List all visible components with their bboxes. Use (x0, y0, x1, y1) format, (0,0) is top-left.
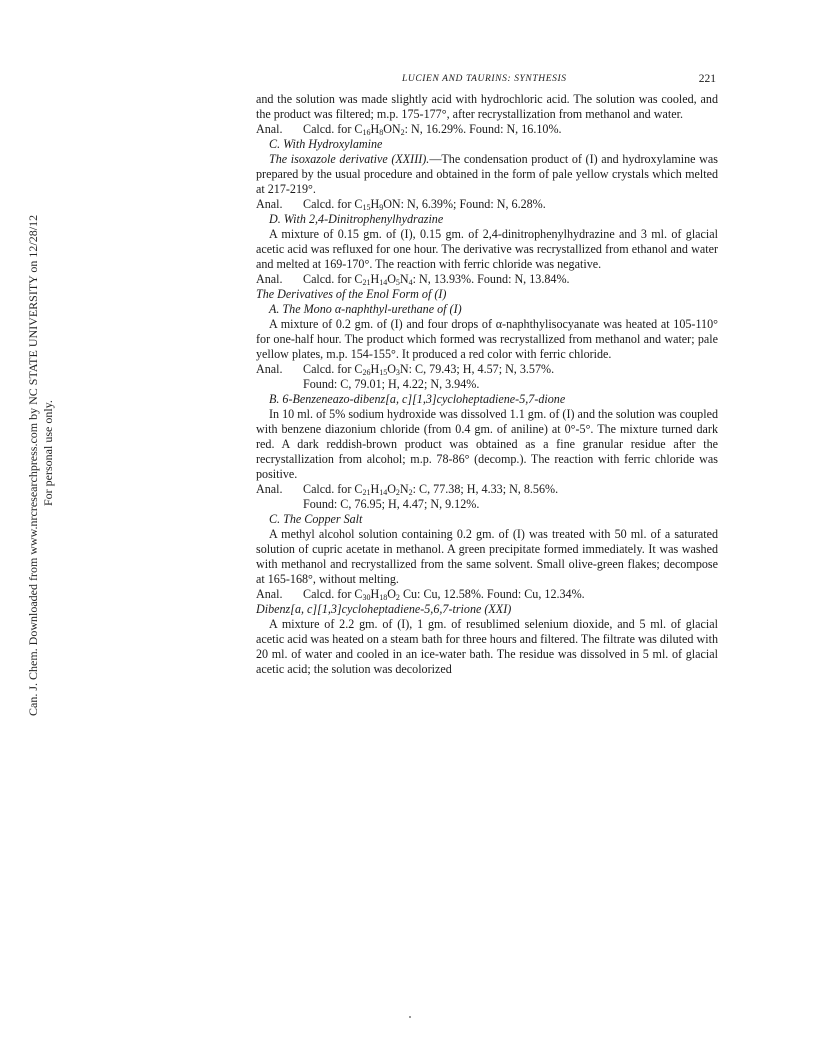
scan-speck (409, 1016, 411, 1018)
analysis-line: Anal. Calcd. for $C_{30}H_{18}O_2$ Cu: Cu, 12.58%. Found: Cu, 12.34%. (256, 587, 585, 602)
page-number: 221 (698, 73, 716, 85)
paragraph-continued: and the solution was made slightly acid with hydrochloric acid. The solution was cooled, and the product was filtered; m.p. 175-177°, after recrystallization from methanol and water. (256, 92, 718, 121)
section-heading-hydroxylamine: C. With Hydroxylamine (269, 137, 383, 151)
watermark-line-2: For personal use only. (41, 400, 55, 506)
paragraph-naphthyl-urethane: A mixture of 0.2 gm. of (I) and four drops of α-naphthylisocyanate was heated at 105-110° for one-half hour. The product which formed was recrystallized from methanol and water; pale yellow plates, m.p. 154-155°. It produced a red color with ferric chloride. (256, 317, 718, 361)
download-watermark (0, 0, 55, 740)
section-heading-trione: Dibenz[a, c][1,3]cycloheptadiene-5,6,7-trione (XXI) (256, 602, 512, 616)
paragraph-hydroxylamine: The isoxazole derivative (XXIII).—The condensation product of (I) and hydroxylamine was prepared by the usual procedure and obtained in the form of pale yellow crystals which melted at 217-219°. (256, 152, 718, 196)
paragraph-dinitrophenylhydrazine: A mixture of 0.15 gm. of (I), 0.15 gm. of 2,4-dinitrophenylhydrazine and 3 ml. of glacial acetic acid was refluxed for one hour. The derivative was recrystallized from ethanol and water and melted at 169-170°. The reaction with ferric chloride was negative. (256, 227, 718, 271)
section-heading-naphthyl-urethane: A. The Mono α-naphthyl-urethane of (I) (269, 302, 462, 316)
analysis-line: Anal. Calcd. for $C_{21}H_{14}O_5N_4$: N, 13.93%. Found: N, 13.84%. (256, 272, 570, 287)
paragraph-copper-salt: A methyl alcohol solution containing 0.2 gm. of (I) was treated with 50 ml. of a saturated solution of cupric acetate in methanol. A green precipitate formed immediately. It was washed with methanol and recrystallized from the same solvent. Small olive-green flakes; decompose at 165-168°, without melting. (256, 527, 718, 586)
paragraph-trione: A mixture of 2.2 gm. of (I), 1 gm. of resublimed selenium dioxide, and 5 ml. of glacial acetic acid was heated on a steam bath for three hours and filtered. The filtrate was diluted with 20 ml. of water and cooled in an ice-water bath. The residue was dissolved in 5 ml. of glacial acetic acid; the solution was decolorized (256, 617, 718, 676)
analysis-found-line: Found: C, 79.01; H, 4.22; N, 3.94%. (303, 377, 480, 391)
section-heading-copper-salt: C. The Copper Salt (269, 512, 363, 526)
section-heading-benzeneazo: B. 6-Benzeneazo-dibenz[a, c][1,3]cycloheptadiene-5,7-dione (269, 392, 566, 406)
page-header (256, 74, 716, 90)
analysis-line: Anal. Calcd. for $C_{16}H_8ON_2$: N, 16.29%. Found: N, 16.10%. (256, 122, 562, 137)
article-body (256, 92, 718, 677)
analysis-found-line: Found: C, 76.95; H, 4.47; N, 9.12%. (303, 497, 480, 511)
analysis-line: Anal. Calcd. for $C_{15}H_9ON$: N, 6.39%; Found: N, 6.28%. (256, 197, 546, 212)
analysis-line: Anal. Calcd. for $C_{21}H_{14}O_2N_2$: C, 77.38; H, 4.33; N, 8.56%. (256, 482, 559, 497)
section-heading-enol-derivatives: The Derivatives of the Enol Form of (I) (256, 287, 447, 301)
analysis-line: Anal. Calcd. for $C_{26}H_{15}O_3N$: C, 79.43; H, 4.57; N, 3.57%. (256, 362, 555, 377)
watermark-line-1: Can. J. Chem. Downloaded from www.nrcresearchpress.com by NC STATE UNIVERSITY on 12/28/12 (26, 214, 40, 716)
running-title: LUCIEN AND TAURINS: SYNTHESIS (402, 74, 567, 84)
section-heading-dinitrophenylhydrazine: D. With 2,4-Dinitrophenylhydrazine (269, 212, 444, 226)
paragraph-benzeneazo: In 10 ml. of 5% sodium hydroxide was dissolved 1.1 gm. of (I) and the solution was coupled with benzene diazonium chloride (from 0.4 gm. of aniline) at 0°-5°. The mixture turned dark red. A dark reddish-brown product was obtained as a fine granular residue after the recrystallization from alcohol; m.p. 78-86° (decomp.). The reaction with ferric chloride was positive. (256, 407, 718, 481)
download-watermark-text (26, 16, 56, 716)
